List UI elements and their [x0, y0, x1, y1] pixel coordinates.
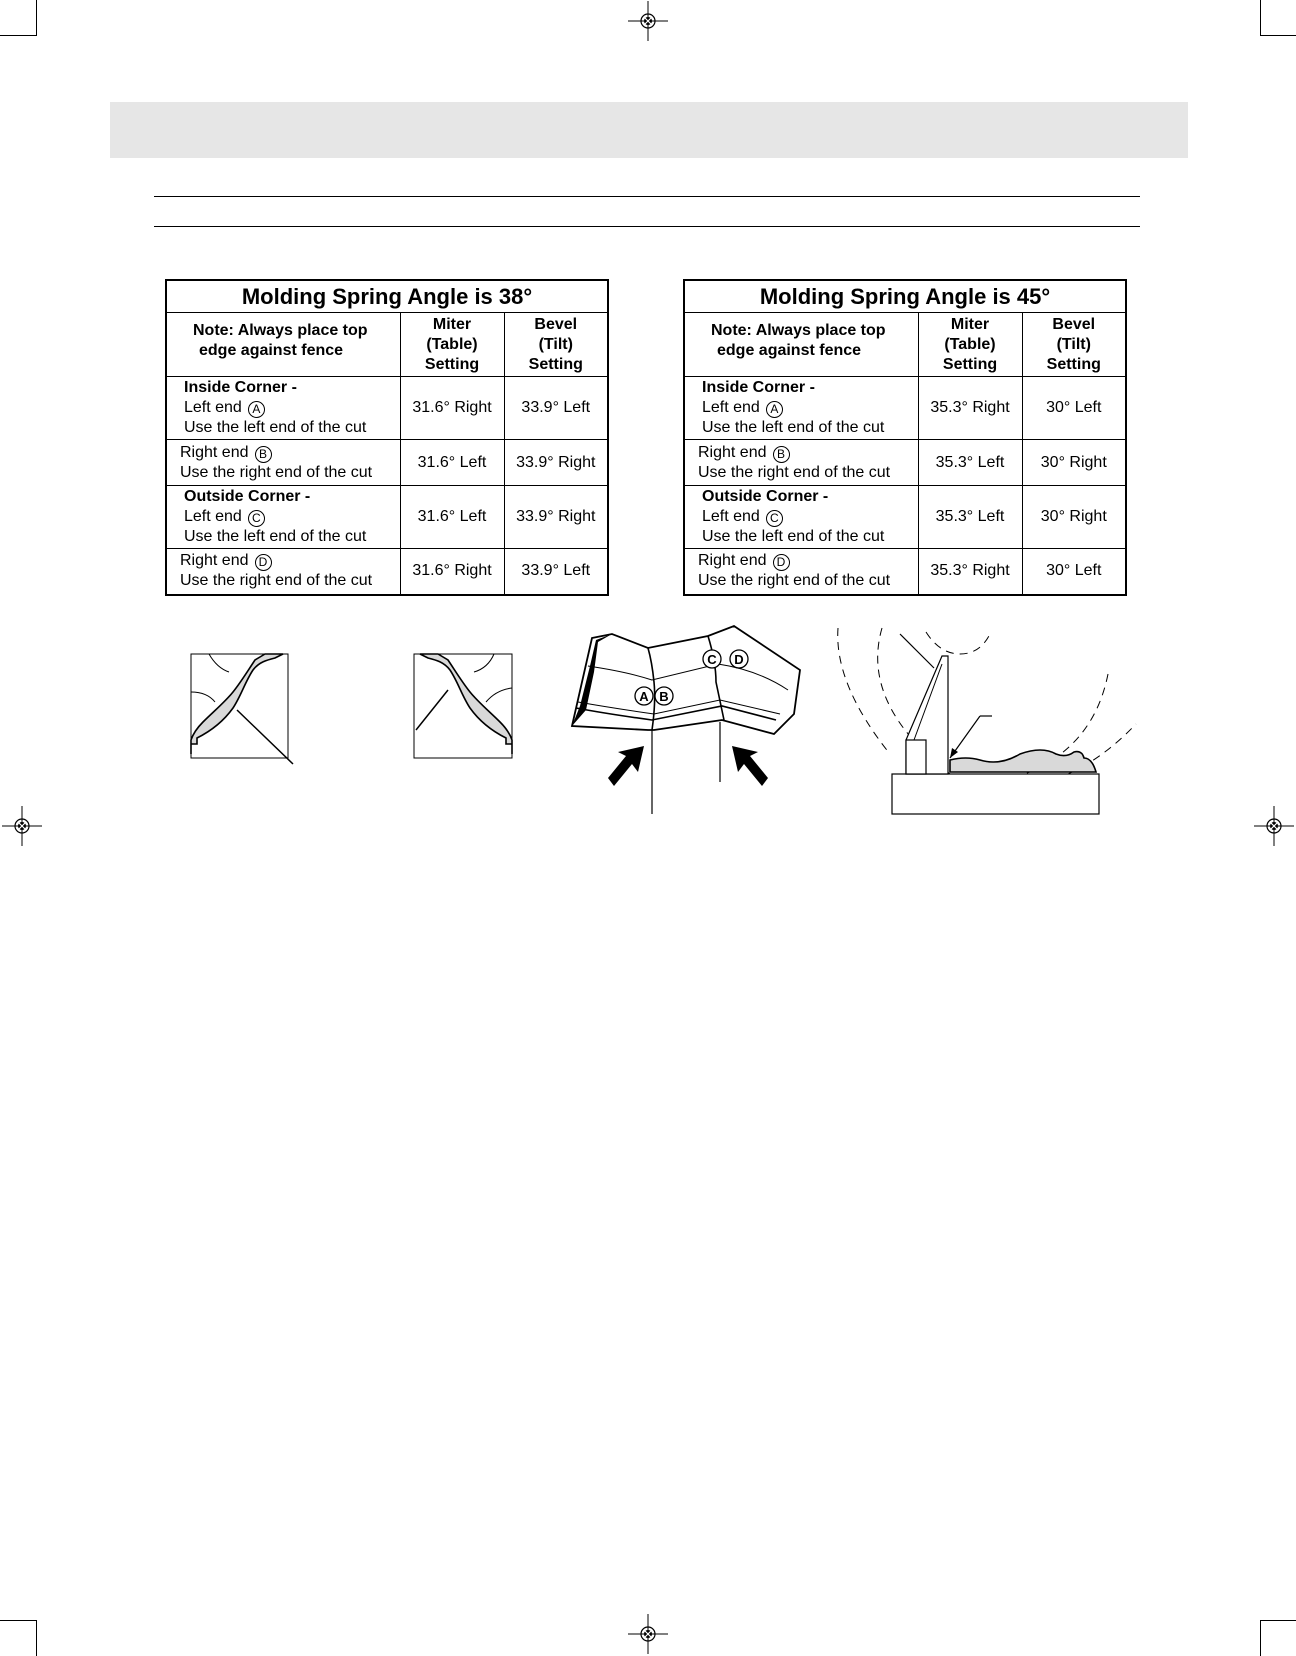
- header-line: Bevel: [534, 315, 578, 333]
- bevel-setting: 33.9° Left: [504, 549, 608, 595]
- bevel-setting: 30° Left: [1022, 549, 1126, 595]
- miter-setting: 31.6° Right: [400, 549, 504, 595]
- note-line: Note: Always place top: [711, 322, 886, 339]
- bevel-header: [1022, 313, 1126, 377]
- end-label: Left end: [702, 508, 760, 525]
- marker-circle: D: [255, 554, 272, 571]
- header-line: Setting: [424, 355, 480, 373]
- table-title: Molding Spring Angle is 38°: [166, 280, 608, 313]
- table-row: [684, 486, 1126, 549]
- marker-circle: B: [773, 446, 790, 463]
- cut-instruction: Use the left end of the cut: [702, 528, 885, 545]
- miter-setting: 31.6° Right: [400, 377, 504, 440]
- cut-instruction: Use the left end of the cut: [702, 419, 885, 436]
- miter-setting: 35.3° Right: [918, 549, 1022, 595]
- crop-mark: [36, 0, 37, 36]
- bevel-setting: 30° Right: [1022, 486, 1126, 549]
- end-label: Right end: [180, 443, 249, 461]
- table-row: [166, 549, 608, 595]
- svg-text:C: C: [707, 652, 717, 667]
- molding-profile-right-figure: [408, 650, 518, 765]
- miter-setting: 35.3° Left: [918, 486, 1022, 549]
- note-line: edge against fence: [199, 342, 344, 359]
- table-row: [166, 486, 608, 549]
- marker-circle: C: [248, 510, 265, 527]
- table-row: [684, 440, 1126, 486]
- crop-mark: [1260, 0, 1261, 36]
- corner-description: [166, 377, 400, 440]
- header-line: Bevel: [1052, 315, 1096, 333]
- crop-mark: [0, 35, 36, 36]
- crown-molding-corner-figure: [568, 622, 808, 817]
- marker-circle: C: [766, 510, 783, 527]
- marker-circle: A: [766, 401, 783, 418]
- miter-setting: 35.3° Right: [918, 377, 1022, 440]
- bevel-setting: 33.9° Left: [504, 377, 608, 440]
- corner-heading: Inside Corner -: [184, 379, 297, 396]
- cut-instruction: Use the right end of the cut: [698, 572, 891, 590]
- placement-note: [166, 313, 400, 377]
- header-line: (Table): [944, 335, 996, 353]
- note-line: Note: Always place top: [193, 322, 368, 339]
- end-label: Left end: [702, 399, 760, 416]
- molding-profile-left-figure: [185, 650, 295, 765]
- table-row: [684, 377, 1126, 440]
- marker-b: [655, 687, 673, 705]
- divider-line: [154, 226, 1140, 227]
- header-line: Setting: [528, 355, 583, 373]
- header-line: Setting: [1046, 355, 1101, 373]
- bevel-setting: 33.9° Right: [504, 486, 608, 549]
- header-line: (Table): [426, 335, 478, 353]
- header-line: Setting: [942, 355, 998, 373]
- crop-mark: [1260, 1620, 1261, 1656]
- corner-description: [166, 486, 400, 549]
- marker-d: [730, 650, 748, 668]
- saw-molding-setup-figure: [830, 624, 1140, 818]
- table-title: Molding Spring Angle is 45°: [684, 280, 1126, 313]
- table-row: [684, 549, 1126, 595]
- registration-mark-icon: [628, 1, 668, 41]
- divider-line: [154, 196, 1140, 197]
- marker-circle: D: [773, 554, 790, 571]
- cut-instruction: Use the right end of the cut: [180, 572, 373, 590]
- marker-c: [703, 650, 721, 668]
- svg-text:D: D: [734, 652, 744, 667]
- corner-heading: Inside Corner -: [702, 379, 815, 396]
- marker-circle: B: [255, 446, 272, 463]
- header-line: (Tilt): [538, 335, 573, 353]
- bevel-setting: 33.9° Right: [504, 440, 608, 486]
- end-label: Left end: [184, 399, 242, 416]
- miter-header: [400, 313, 504, 377]
- marker-a: [635, 687, 653, 705]
- registration-mark-icon: [628, 1614, 668, 1654]
- marker-circle: A: [248, 401, 265, 418]
- header-line: Miter: [950, 315, 990, 333]
- crop-mark: [0, 1620, 36, 1621]
- corner-description: [684, 549, 918, 595]
- registration-mark-icon: [2, 806, 42, 846]
- end-label: Right end: [698, 443, 767, 461]
- svg-text:A: A: [639, 689, 649, 704]
- end-label: Left end: [184, 508, 242, 525]
- svg-text:B: B: [659, 689, 669, 704]
- cut-instruction: Use the right end of the cut: [180, 463, 373, 481]
- cut-instruction: Use the left end of the cut: [184, 419, 367, 436]
- crop-mark: [36, 1620, 37, 1656]
- placement-note: [684, 313, 918, 377]
- corner-description: [166, 440, 400, 486]
- table-row: [166, 440, 608, 486]
- note-line: edge against fence: [717, 342, 862, 359]
- cut-instruction: Use the left end of the cut: [184, 528, 367, 545]
- bevel-setting: 30° Right: [1022, 440, 1126, 486]
- end-label: Right end: [180, 552, 249, 570]
- registration-mark-icon: [1254, 806, 1294, 846]
- crop-mark: [1260, 1620, 1296, 1621]
- bevel-setting: 30° Left: [1022, 377, 1126, 440]
- corner-heading: Outside Corner -: [184, 488, 311, 505]
- crop-mark: [1260, 35, 1296, 36]
- corner-description: [684, 440, 918, 486]
- table-row: [166, 377, 608, 440]
- bevel-header: [504, 313, 608, 377]
- header-line: Miter: [432, 315, 472, 333]
- corner-description: [684, 486, 918, 549]
- miter-setting: 35.3° Left: [918, 440, 1022, 486]
- miter-setting: 31.6° Left: [400, 440, 504, 486]
- miter-header: [918, 313, 1022, 377]
- miter-setting: 31.6° Left: [400, 486, 504, 549]
- spring-angle-45-table: [683, 279, 1127, 596]
- corner-description: [166, 549, 400, 595]
- header-line: (Tilt): [1056, 335, 1091, 353]
- corner-description: [684, 377, 918, 440]
- cut-instruction: Use the right end of the cut: [698, 463, 891, 481]
- section-header-band: [110, 102, 1188, 158]
- spring-angle-38-table: [165, 279, 609, 596]
- corner-heading: Outside Corner -: [702, 488, 829, 505]
- end-label: Right end: [698, 552, 767, 570]
